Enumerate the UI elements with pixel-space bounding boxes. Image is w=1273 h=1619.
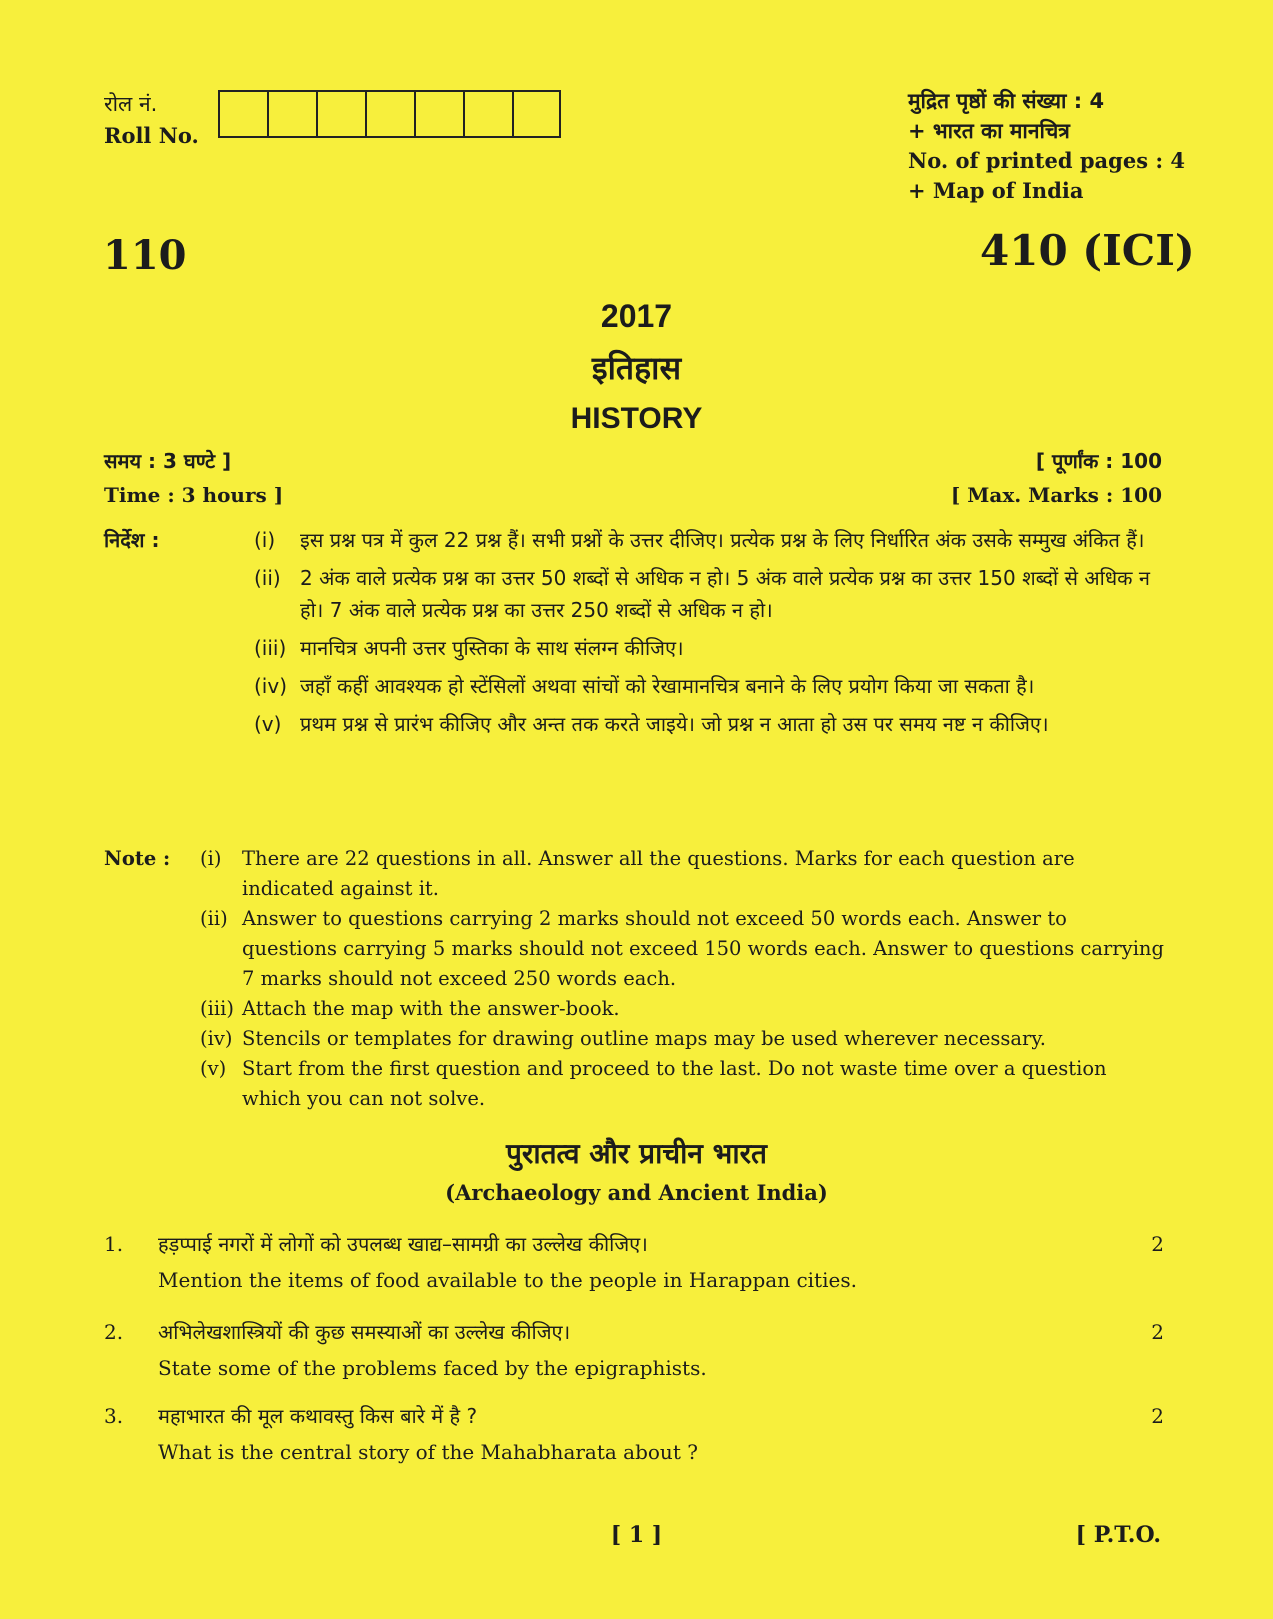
max-marks-block — [900, 444, 1162, 512]
note-lead: Note : — [104, 847, 171, 870]
roll-label-hindi: रोल नं. — [104, 92, 158, 116]
note-number: (iii) — [200, 997, 234, 1020]
roll-number-label — [104, 88, 199, 152]
roll-digit-box[interactable] — [218, 90, 267, 138]
instructions-lead-hindi: निर्देश : — [104, 528, 160, 552]
instruction-number: (ii) — [254, 566, 281, 590]
note-item — [104, 1054, 1166, 1114]
instruction-item — [104, 562, 1164, 626]
note-number: (i) — [200, 847, 222, 870]
instruction-text: इस प्रश्न पत्र में कुल 22 प्रश्न हैं। सभी प्रश्नों के उत्तर दीजिए। प्रत्येक प्रश्न के लिए निर्धारित अंक उसके सम्मुख अंकित हैं। — [300, 528, 1145, 552]
question-text-english: Mention the items of food available to the people in Harappan cities. — [158, 1268, 857, 1292]
question-text-hindi: हड़प्पाई नगरों में लोगों को उपलब्ध खाद्य–सामग्री का उल्लेख कीजिए। — [158, 1232, 648, 1256]
map-hindi: + भारत का मानचित्र — [908, 119, 1070, 143]
instruction-text: प्रथम प्रश्न से प्रारंभ कीजिए और अन्त तक करते जाइये। जो प्रश्न न आता हो उस पर समय नष्ट न कीजिए। — [300, 712, 1049, 736]
note-number: (ii) — [200, 907, 228, 930]
exam-year: 2017 — [600, 298, 673, 334]
instruction-number: (v) — [254, 712, 282, 736]
subject-title-hindi: इतिहास — [591, 349, 682, 387]
pto-label: [ P.T.O. — [1075, 1522, 1161, 1548]
instruction-item — [104, 632, 1164, 664]
question-number: 1. — [104, 1232, 124, 1256]
note-text: Answer to questions carrying 2 marks should not exceed 50 words each. Answer to questions carrying 5 marks should not exceed 150 words each. Answer to questions carrying 7 marks should not exceed 250 words each. — [242, 907, 1164, 990]
instruction-number: (iii) — [254, 636, 287, 660]
instruction-item — [104, 670, 1164, 702]
instructions-hindi — [104, 524, 1164, 740]
roll-digit-box[interactable] — [316, 90, 365, 138]
note-item — [104, 1024, 1166, 1054]
note-text: Start from the first question and proceed to the last. Do not waste time over a question which you can not solve. — [242, 1057, 1107, 1110]
note-item — [104, 994, 1166, 1024]
question-number: 3. — [104, 1404, 124, 1428]
marks-hindi: [ पूर्णांक : 100 — [1035, 449, 1162, 473]
roll-digit-box[interactable] — [365, 90, 414, 138]
note-text: Attach the map with the answer-book. — [242, 997, 620, 1020]
question-text-hindi: अभिलेखशास्त्रियों की कुछ समस्याओं का उल्लेख कीजिए। — [158, 1320, 571, 1344]
question-1 — [104, 1226, 1164, 1298]
question-3 — [104, 1398, 1164, 1470]
time-hindi: समय : 3 घण्टे ] — [104, 449, 232, 473]
roll-label-english: Roll No. — [104, 123, 199, 148]
note-item — [104, 904, 1166, 994]
printed-pages-block — [908, 86, 1185, 206]
time-block — [104, 444, 283, 512]
map-english: + Map of India — [908, 178, 1084, 203]
roll-digit-box[interactable] — [463, 90, 512, 138]
note-number: (iv) — [200, 1027, 233, 1050]
printed-pages-hindi: मुद्रित पृष्ठों की संख्या : 4 — [908, 89, 1105, 113]
instruction-item — [104, 524, 1164, 556]
subject-title-english: HISTORY — [570, 402, 703, 435]
instruction-text: जहाँ कहीं आवश्यक हो स्टेंसिलों अथवा सांचों को रेखामानचित्र बनाने के लिए प्रयोग किया जा सकता है। — [300, 674, 1035, 698]
instruction-number: (i) — [254, 528, 276, 552]
printed-pages-english: No. of printed pages : 4 — [908, 148, 1185, 173]
section-title-english: (Archaeology and Ancient India) — [445, 1180, 828, 1205]
note-item — [104, 844, 1166, 904]
page-number: [ 1 ] — [610, 1522, 663, 1548]
instruction-item — [104, 708, 1164, 740]
question-2 — [104, 1314, 1164, 1386]
instructions-english — [104, 844, 1166, 1114]
note-number: (v) — [200, 1057, 227, 1080]
instruction-text: 2 अंक वाले प्रत्येक प्रश्न का उत्तर 50 शब्दों से अधिक न हो। 5 अंक वाले प्रत्येक प्रश्न का उत्तर 150 शब्दों से अधिक न हो। 7 अंक वाले प्रत्येक प्रश्न का उत्तर 250 शब्दों से अधिक न हो। — [300, 566, 1150, 622]
roll-number-boxes[interactable] — [218, 90, 561, 138]
instruction-number: (iv) — [254, 674, 287, 698]
question-text-english: State some of the problems faced by the epigraphists. — [158, 1356, 707, 1380]
marks-english: [ Max. Marks : 100 — [950, 483, 1162, 507]
roll-digit-box[interactable] — [414, 90, 463, 138]
subject-code-right: 410 (ICI) — [980, 226, 1195, 275]
note-text: There are 22 questions in all. Answer all the questions. Marks for each question are indicated against it. — [242, 847, 1075, 900]
roll-digit-box[interactable] — [512, 90, 561, 138]
roll-digit-box[interactable] — [267, 90, 316, 138]
note-text: Stencils or templates for drawing outline maps may be used wherever necessary. — [242, 1027, 1046, 1050]
question-text-english: What is the central story of the Mahabharata about ? — [158, 1440, 698, 1464]
question-text-hindi: महाभारत की मूल कथावस्तु किस बारे में है ? — [158, 1404, 478, 1428]
question-number: 2. — [104, 1320, 124, 1344]
time-english: Time : 3 hours ] — [104, 483, 284, 507]
subject-code-left: 110 — [103, 232, 187, 279]
question-marks: 2 — [1151, 1404, 1164, 1428]
section-title-hindi: पुरातत्व और प्राचीन भारत — [505, 1137, 767, 1170]
question-marks: 2 — [1151, 1320, 1164, 1344]
instruction-text: मानचित्र अपनी उत्तर पुस्तिका के साथ संलग्न कीजिए। — [300, 636, 684, 660]
question-marks: 2 — [1151, 1232, 1164, 1256]
